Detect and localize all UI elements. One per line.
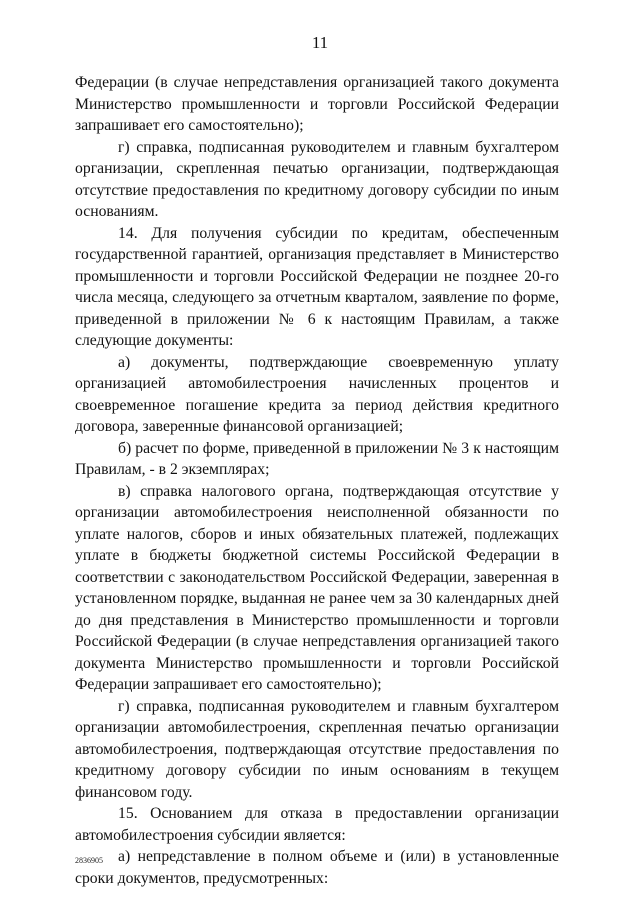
document-body [75,72,559,889]
paragraph-1: Федерации (в случае непредставления организацией такого документа Министерство промышленности и торговли Российской Федерации запрашивает его самостоятельно); [75,74,559,134]
page-number: 11 [311,33,329,52]
paragraph-9: а) непредставление в полном объеме и (или) в установленные сроки документов, предусмотренных: [75,848,559,887]
paragraph-7: г) справка, подписанная руководителем и главным бухгалтером организации автомобилестроения, скрепленная печатью организации автомобилестроения, подтверждающая отсутствие предоставления по кредитному договору субсидии по иным основаниям в текущем финансовом году. [75,697,559,801]
paragraph-4: а) документы, подтверждающие своевременную уплату организацией автомобилестроения начисленных процентов и своевременное погашение кредита за период действия кредитного договора, заверенные финансовой организацией; [75,353,559,435]
paragraph-3: 14. Для получения субсидии по кредитам, обеспеченным государственной гарантией, организация представляет в Министерство промышленности и торговли Российской Федерации не позднее 20-го числа месяца, следующего за отчетным кварталом, заявление по форме, приведенной в приложении № 6 к настоящим Правилам, а также следующие документы: [75,224,559,349]
paragraph-2: г) справка, подписанная руководителем и главным бухгалтером организации, скрепленная печатью организации, подтверждающая отсутствие предоставления по кредитному договору субсидии по иным основаниям. [75,138,559,220]
document-code: 2836905 [75,856,103,865]
paragraph-5: б) расчет по форме, приведенной в приложении № 3 к настоящим Правилам, - в 2 экземплярах; [75,439,559,478]
paragraph-8: 15. Основанием для отказа в предоставлении организации автомобилестроения субсидии является: [75,805,559,844]
paragraph-6: в) справка налогового органа, подтверждающая отсутствие у организации автомобилестроения неисполненной обязанности по уплате налогов, сборов и иных обязательных платежей, подлежащих уплате в бюджеты бюджетной системы Российской Федерации в соответствии с законодательством Российской Федерации, заверенная в установленном порядке, выданная не ранее чем за 30 календарных дней до дня представления в Министерство промышленности и торговли Российской Федерации (в случае непредставления организацией такого документа Министерство промышленности и торговли Российской Федерации запрашивает его самостоятельно); [75,482,559,693]
